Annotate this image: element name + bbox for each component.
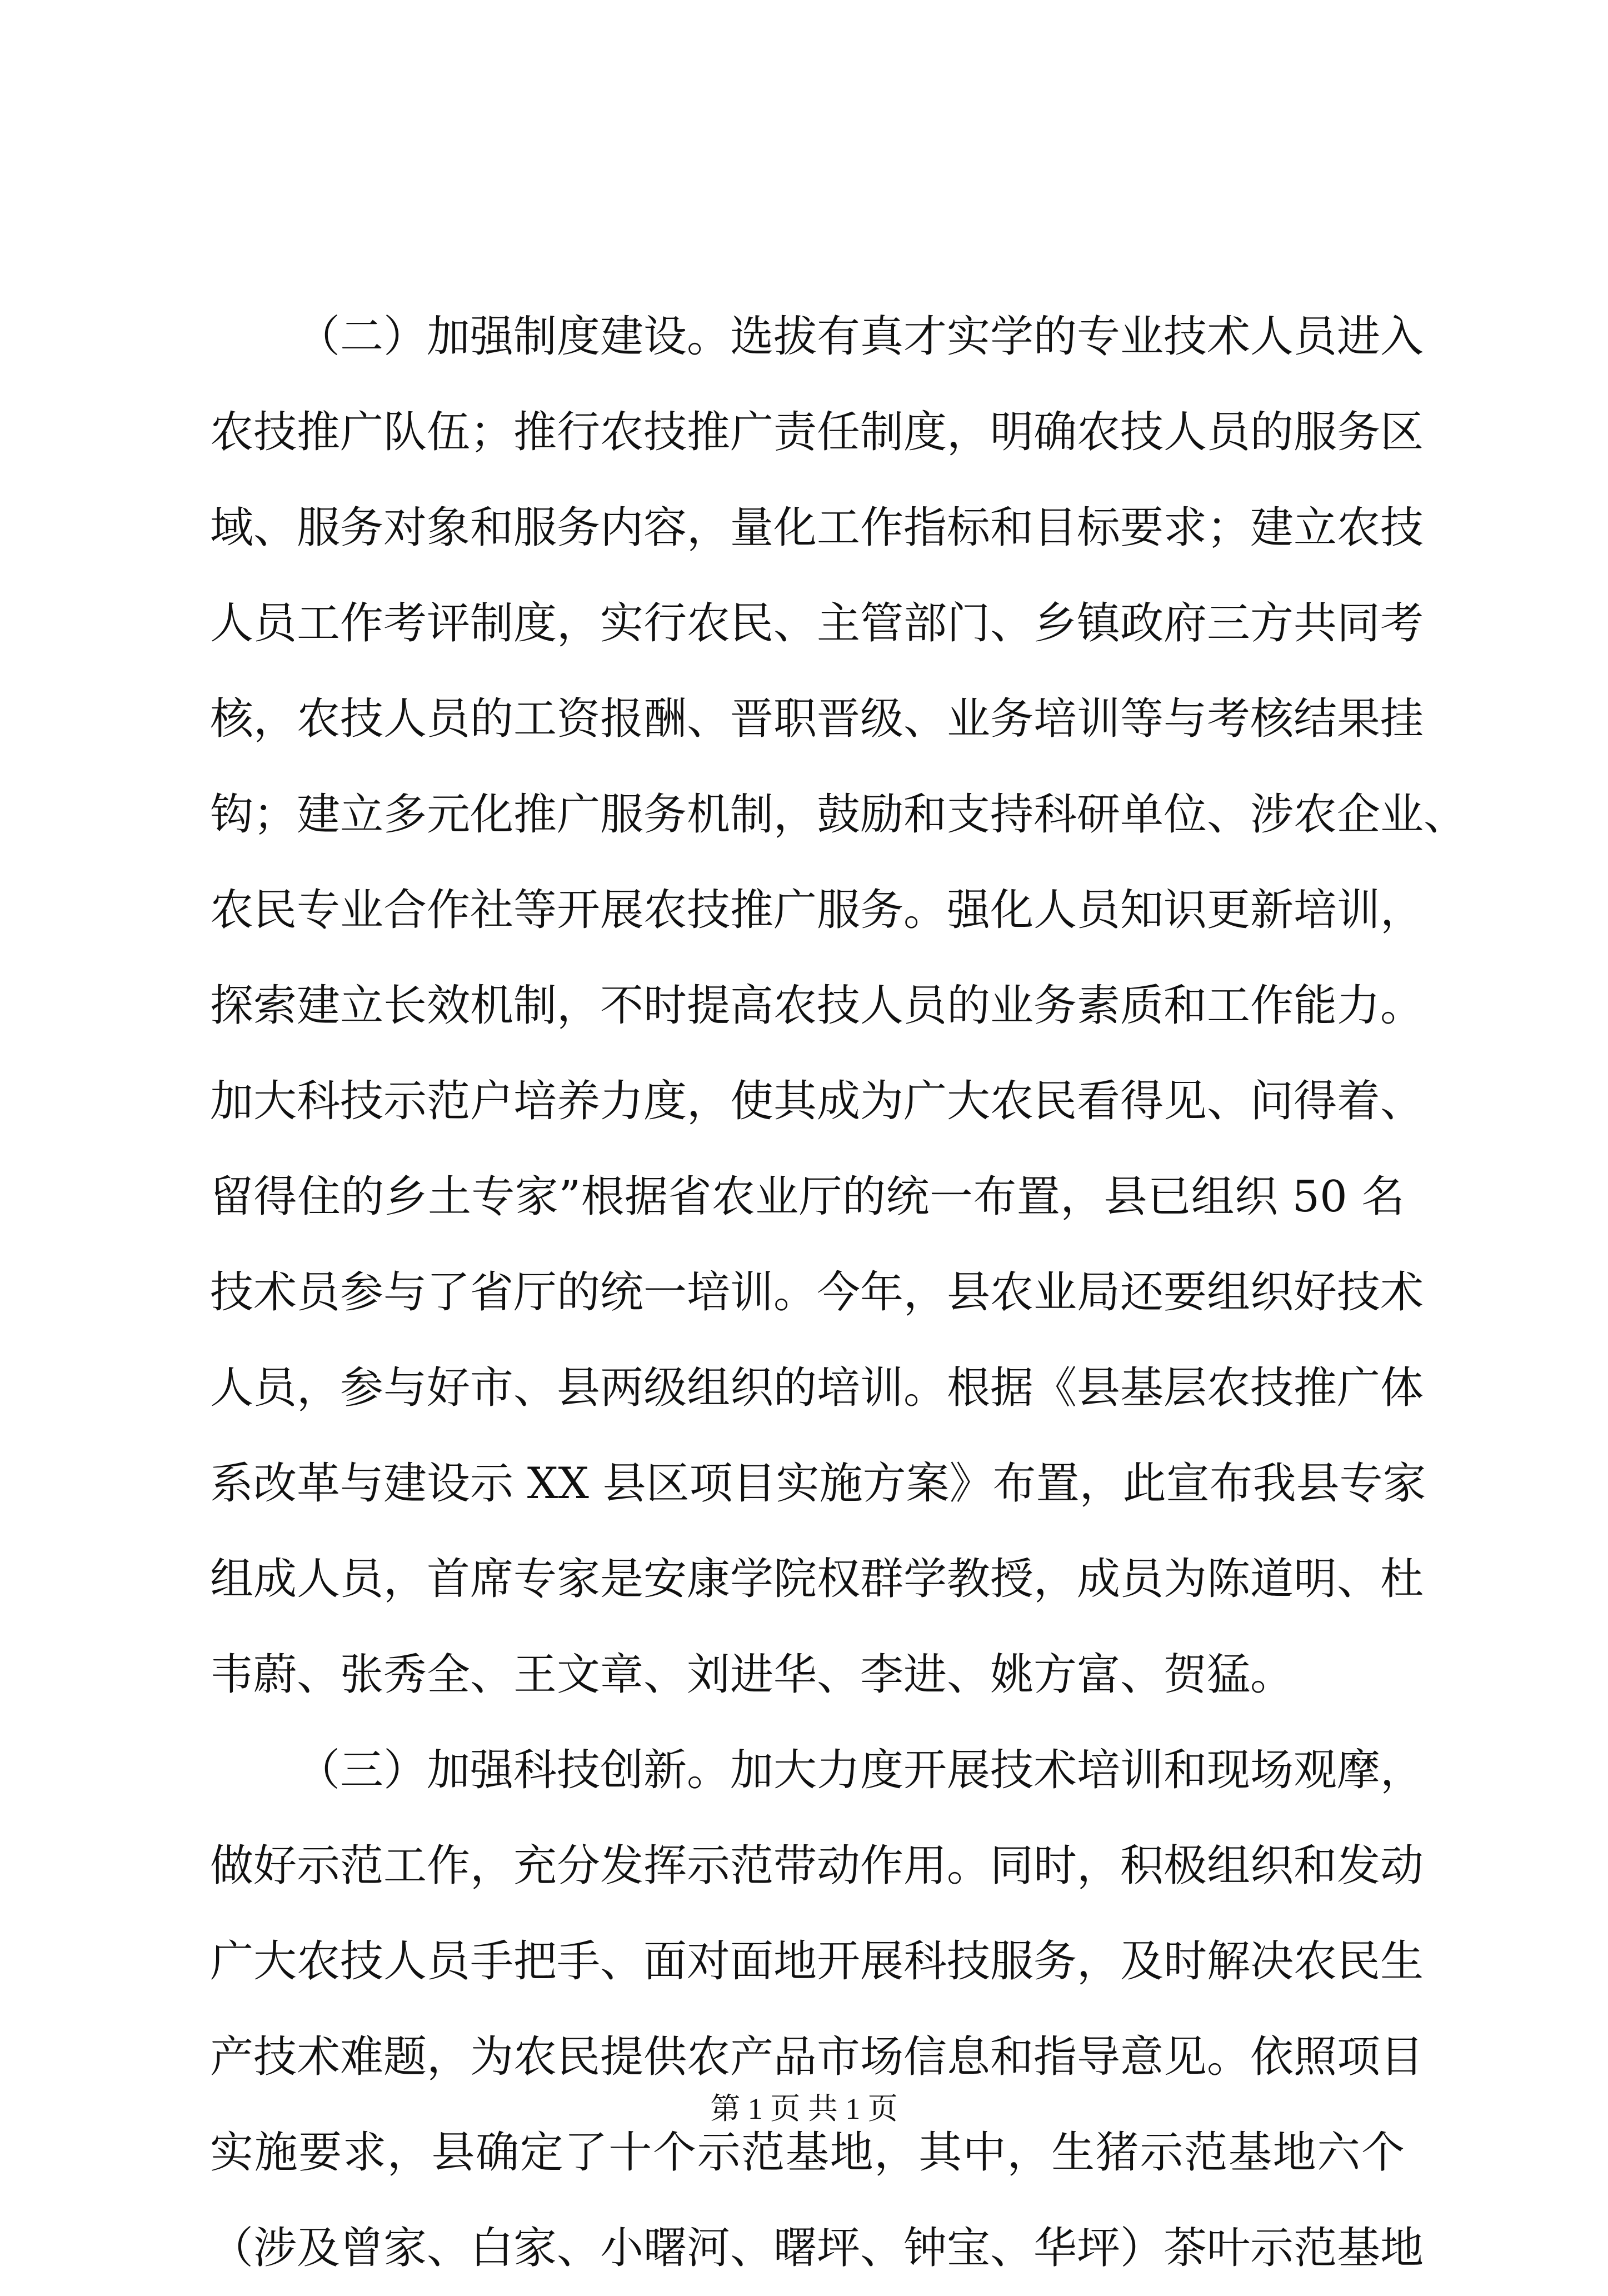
paragraph-2-line: 加大科技示范户培养力度，使其成为广大农民看得见、问得着、 — [210, 1076, 1424, 1126]
paragraph-2-line: 技术员参与了省厅的统一培训。今年，县农业局还要组织好技术 — [210, 1267, 1424, 1317]
page-footer — [0, 2089, 1608, 2128]
paragraph-3-line: 广大农技人员手把手、面对面地开展科技服务，及时解决农民生 — [210, 1936, 1424, 1986]
paragraph-3-line: （涉及曾家、白家、小曙河、曙坪、钟宝、华坪）茶叶示范基地 — [210, 2223, 1424, 2273]
paragraph-2-line: 韦蔚、张秀全、王文章、刘进华、李进、姚方富、贺猛。 — [210, 1650, 1294, 1700]
paragraph-2-line: 组成人员，首席专家是安康学院权群学教授，成员为陈道明、杜 — [210, 1554, 1424, 1604]
paragraph-3-line: 产技术难题，为农民提供农产品市场信息和指导意见。依照项目 — [210, 2032, 1424, 2082]
paragraph-2-line: 人员工作考评制度，实行农民、主管部门、乡镇政府三方共同考 — [210, 598, 1424, 648]
page-number-label: 第 1 页 共 1 页 — [710, 2092, 898, 2125]
paragraph-2-line: 系改革与建设示 XX 县区项目实施方案》布置，此宣布我县专家 — [210, 1459, 1426, 1509]
paragraph-2-line: 探索建立长效机制，不时提高农技人员的业务素质和工作能力。 — [210, 981, 1424, 1031]
paragraph-2-line: 留得住的乡土专家”根据省农业厅的统一布置，县已组织 50 名 — [210, 1172, 1405, 1222]
paragraph-3-line: 实施要求，县确定了十个示范基地，其中，生猪示范基地六个 — [210, 2128, 1405, 2178]
paragraph-2-line: （二）加强制度建设。选拔有真才实学的专业技术人员进入 — [297, 312, 1424, 362]
paragraph-2-line: 农技推广队伍；推行农技推广责任制度，明确农技人员的服务区 — [210, 407, 1424, 457]
paragraph-2-line: 域、服务对象和服务内容，量化工作指标和目标要求；建立农技 — [210, 503, 1424, 553]
paragraph-2-line: 钩；建立多元化推广服务机制，鼓励和支持科研单位、涉农企业、 — [210, 790, 1467, 840]
paragraph-3-line: 做好示范工作，充分发挥示范带动作用。同时，积极组织和发动 — [210, 1841, 1424, 1891]
paragraph-2-line: 人员，参与好市、县两级组织的培训。根据《县基层农技推广体 — [210, 1363, 1424, 1413]
paragraph-2-line: 核，农技人员的工资报酬、晋职晋级、业务培训等与考核结果挂 — [210, 694, 1424, 744]
paragraph-2-line: 农民专业合作社等开展农技推广服务。强化人员知识更新培训， — [210, 885, 1424, 935]
paragraph-3-line: （三）加强科技创新。加大力度开展技术培训和现场观摩， — [297, 1745, 1424, 1795]
body-text — [210, 289, 1467, 2296]
